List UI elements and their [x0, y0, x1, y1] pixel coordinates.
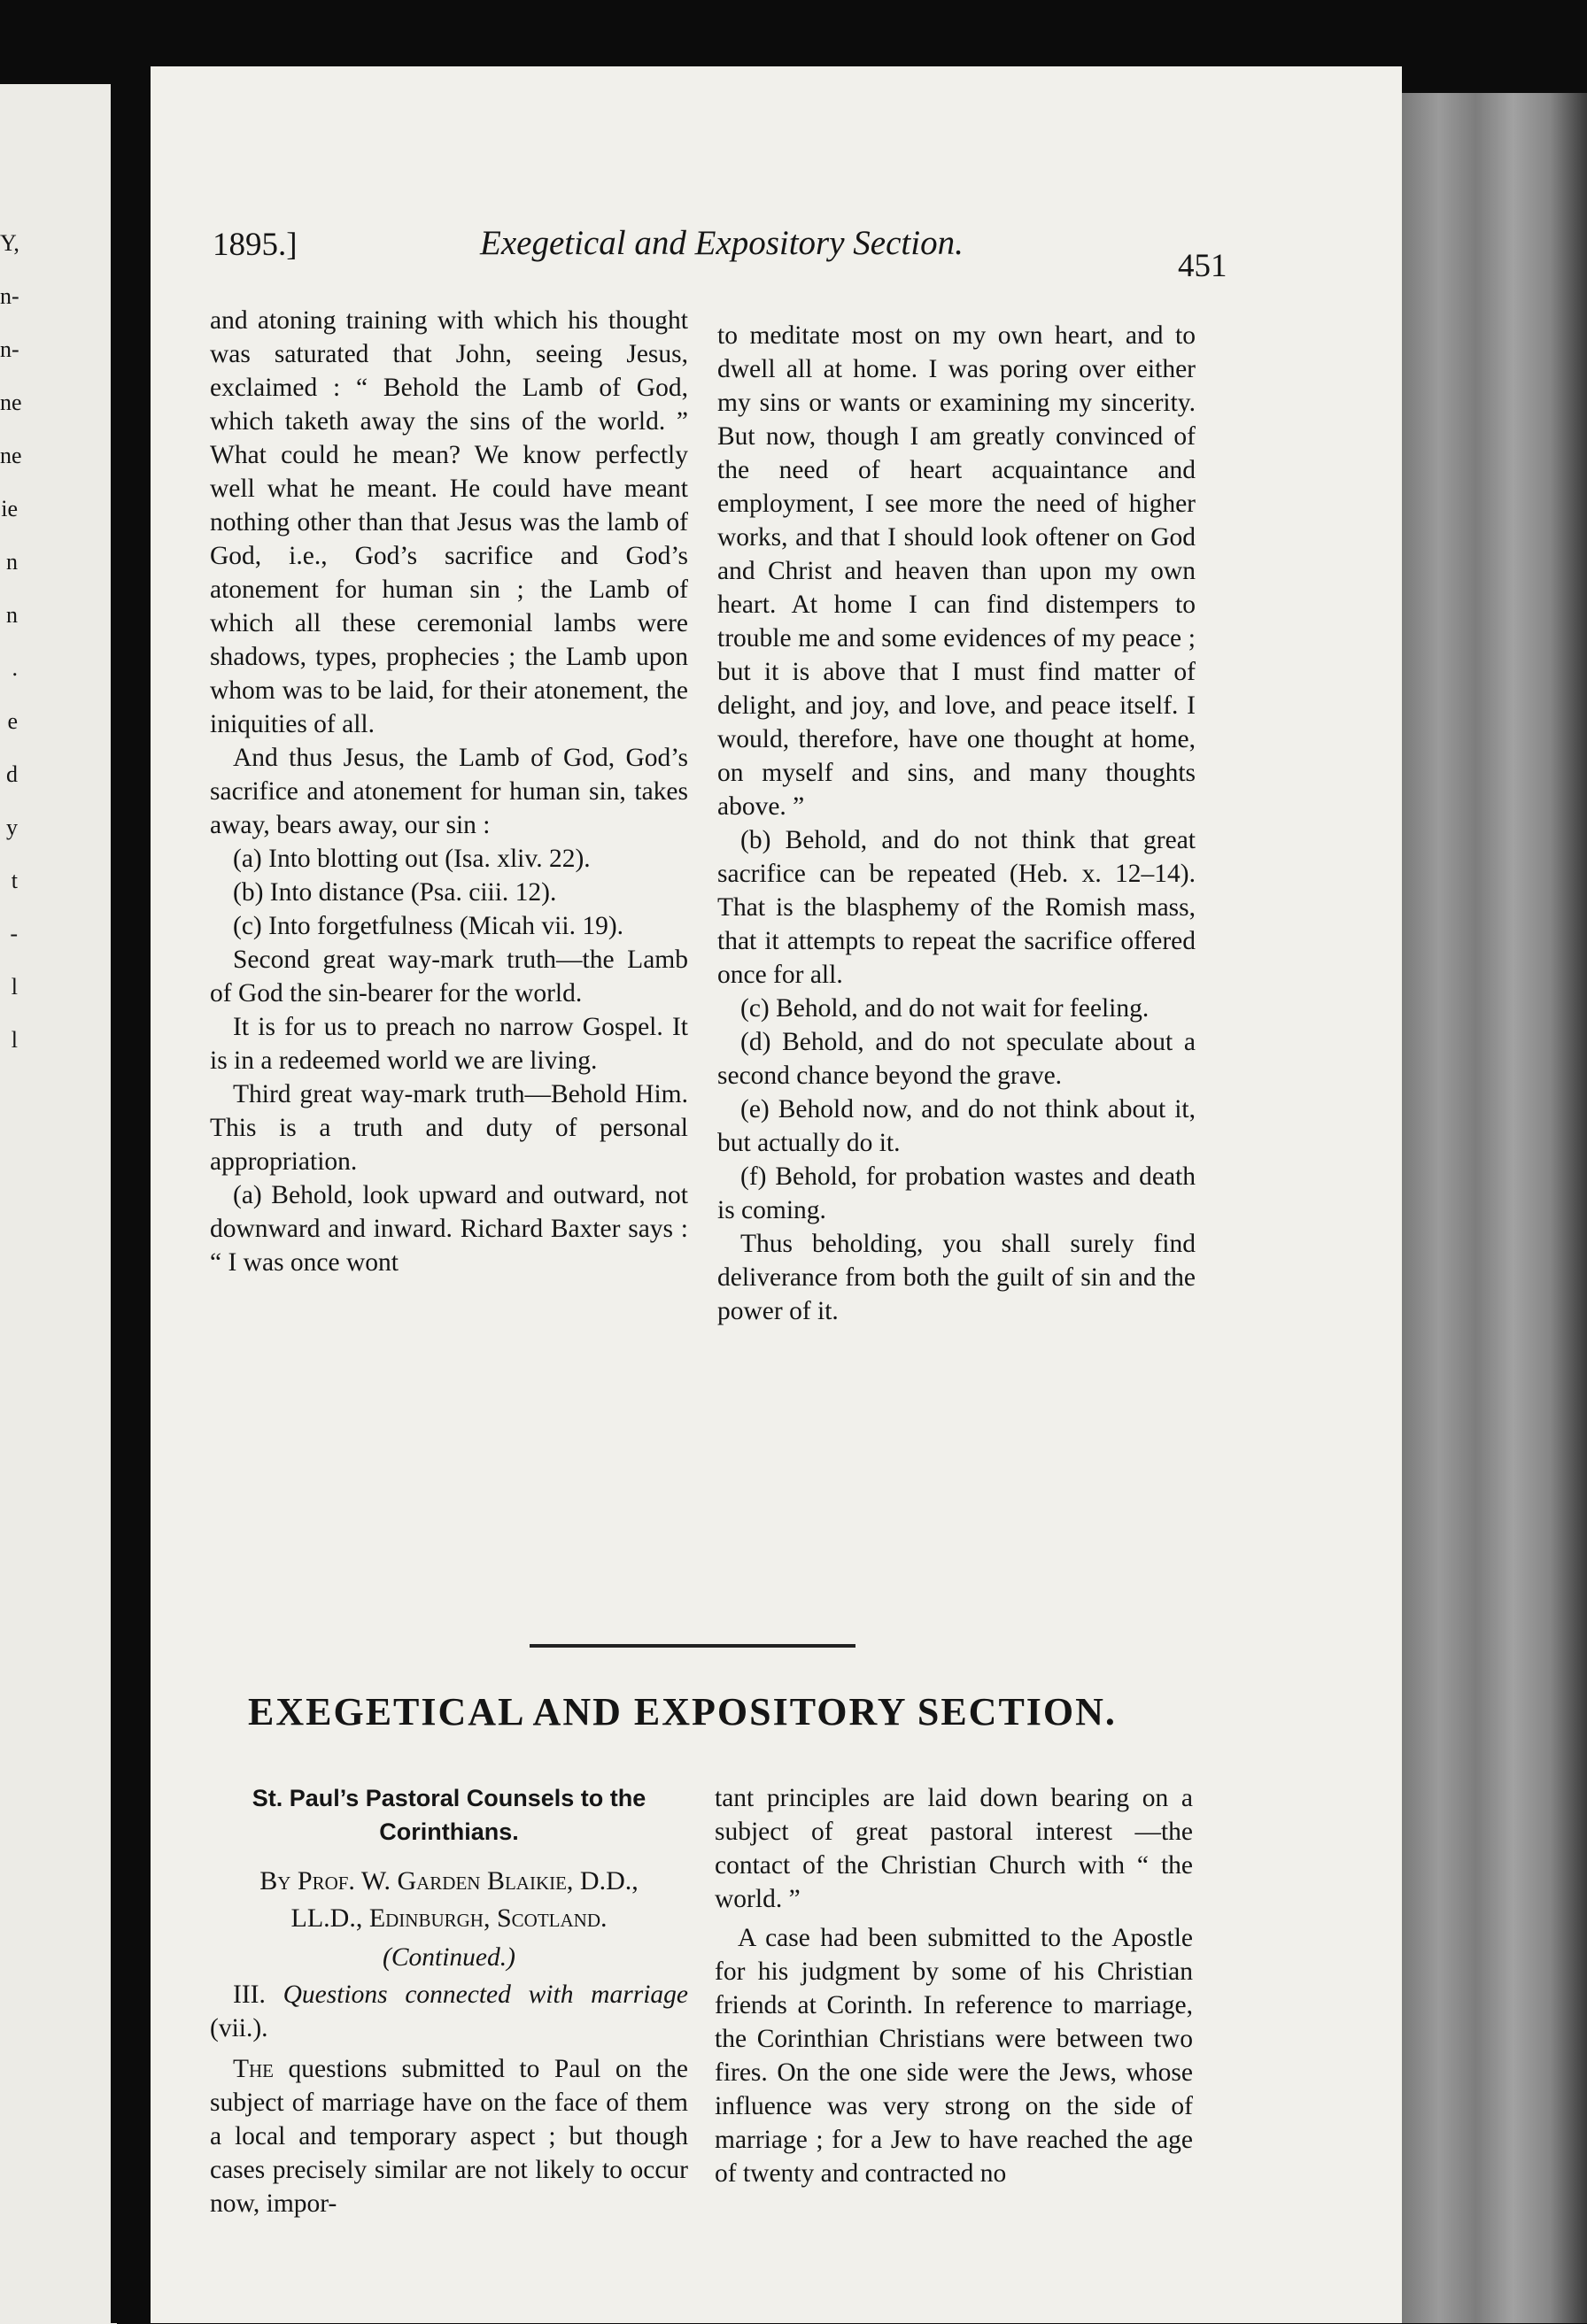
fragment: e [7, 708, 18, 734]
paragraph: (a) Behold, look upward and outward, not downward and inward. Richard Baxter says : “ I was once wont [210, 1181, 688, 1277]
left-page-fragments [0, 217, 117, 1067]
fragment: t [11, 868, 18, 893]
fragment: n [6, 602, 18, 628]
list-item: (b) Into distance (Psa. ciii. 12). [233, 878, 557, 907]
fragment: l [11, 1027, 18, 1053]
paragraph: and atoning training with which his thought was saturated that John, seeing Jesus, exclaimed : “ Behold the Lamb of God, which taketh away the sins of the world. ” What could he mean? We know perfectly well what he meant. He could have meant nothing other than that Jesus was the lamb of God, i.e., God’s sacrifice and God’s atonement for human sin ; the Lamb of which all these ceremonial lambs were shadows, types, prophecies ; the Lamb upon whom was to be laid, for their atonement, the iniquities of all. [210, 306, 688, 738]
lead-word: The [233, 2055, 275, 2083]
list-item: (f) Behold, for probation wastes and death is coming. [717, 1162, 1196, 1224]
byline-line: LL.D., Edinburgh, Scotland. [290, 1903, 608, 1933]
fragment: n- [0, 336, 19, 362]
fragment: - [10, 921, 18, 946]
fragment: . [12, 655, 18, 681]
paragraph: to meditate most on my own heart, and to dwell all at home. I was poring over either my sins or wants or examining my sincerity. But now, though I am greatly convinced of the need of heart acquaintance and employment, I see more the need of higher works, and that I should look oftener on God and Christ and heaven than upon my own heart. At home I can find distempers to trouble me and some evidences of my peace ; but it is above that I must find matter of delight, and joy, and love, and peace itself. I would, therefore, have one thought at home, on myself and sins, and many thoughts above. ” [717, 321, 1196, 821]
section-heading: EXEGETICAL AND EXPOSITORY SECTION. [248, 1690, 1117, 1733]
fragment: Y, [0, 230, 19, 256]
paragraph-text: questions submitted to Paul on the subject of marriage have on the face of them a local and temporary aspect ; but though cases precisely similar are not likely to occur now, impor- [210, 2055, 688, 2218]
subheading-ref: (vii.). [210, 2014, 268, 2042]
column-bottom-left [210, 1781, 688, 2220]
paragraph: Third great way-mark truth—Behold Him. This is a truth and duty of personal appropriation. [210, 1080, 688, 1176]
list-item: (a) Into blotting out (Isa. xliv. 22). [233, 845, 591, 873]
page-number: 451 [1178, 248, 1227, 284]
page-edge-stack [1402, 93, 1587, 2323]
adjacent-left-page [0, 84, 117, 2324]
list-item: (d) Behold, and do not speculate about a second chance beyond the grave. [717, 1028, 1196, 1090]
running-header-year: 1895.] [213, 227, 298, 263]
subheading-number: III. [233, 1980, 266, 2009]
fragment: ne [0, 443, 22, 468]
list-item: (c) Into forgetfulness (Micah vii. 19). [233, 912, 624, 940]
subheading [210, 1978, 688, 2045]
fragment: ie [1, 496, 18, 521]
fragment: n- [0, 283, 19, 309]
fragment: n [6, 549, 18, 575]
paragraph: A case had been submitted to the Apostle for his judgment by some of his Christian friends at Corinth. In reference to marriage, the Corinthian Christians were between two fires. On the one side were the Jews, whose influence was very strong on the side of marriage ; for a Jew to have reached the age of twenty and contracted no [715, 1924, 1193, 2188]
fragment: ne [0, 390, 22, 415]
list-item: (c) Behold, and do not wait for feeling. [740, 994, 1150, 1023]
article-title [210, 1781, 688, 1849]
continued-note: (Continued.) [383, 1943, 515, 1972]
fragment: d [6, 761, 18, 787]
section-divider [530, 1644, 855, 1648]
paragraph: Second great way-mark truth—the Lamb of God the sin-bearer for the world. [210, 946, 688, 1008]
list-item: (e) Behold now, and do not think about it, but actually do it. [717, 1095, 1196, 1157]
book-gutter [111, 66, 151, 2323]
paragraph: tant principles are laid down bearing on a subject of great pastoral interest —the contact of the Christian Church with “ the world. ” [715, 1784, 1193, 1913]
article-title-line: Corinthians. [379, 1818, 519, 1845]
byline-line: By Prof. W. Garden Blaikie, D.D., [259, 1866, 639, 1895]
column-bottom-right [715, 1781, 1193, 2190]
paragraph: It is for us to preach no narrow Gospel. It is in a redeemed world we are living. [210, 1013, 688, 1075]
paragraph: Thus beholding, you shall surely find deliverance from both the guilt of sin and the power of it. [717, 1230, 1196, 1325]
article-title-line: St. Paul’s Pastoral Counsels to the [252, 1785, 646, 1811]
column-top-left [210, 304, 688, 1279]
article-byline [210, 1863, 688, 1937]
paragraph [210, 2052, 688, 2220]
paragraph: And thus Jesus, the Lamb of God, God’s sacrifice and atonement for human sin, takes away, bears away, our sin : [210, 744, 688, 839]
running-header-title: Exegetical and Expository Section. [480, 224, 964, 262]
fragment: y [6, 815, 18, 840]
fragment: l [11, 974, 18, 1000]
book-page [151, 66, 1402, 2323]
list-item: (b) Behold, and do not think that great sacrifice can be repeated (Heb. x. 12–14). That is the blasphemy of the Romish mass, that it attempts to repeat the sacrifice offered once for all. [717, 826, 1196, 989]
subheading-text: Questions connected with marriage [283, 1980, 688, 2009]
column-top-right [717, 319, 1196, 1328]
